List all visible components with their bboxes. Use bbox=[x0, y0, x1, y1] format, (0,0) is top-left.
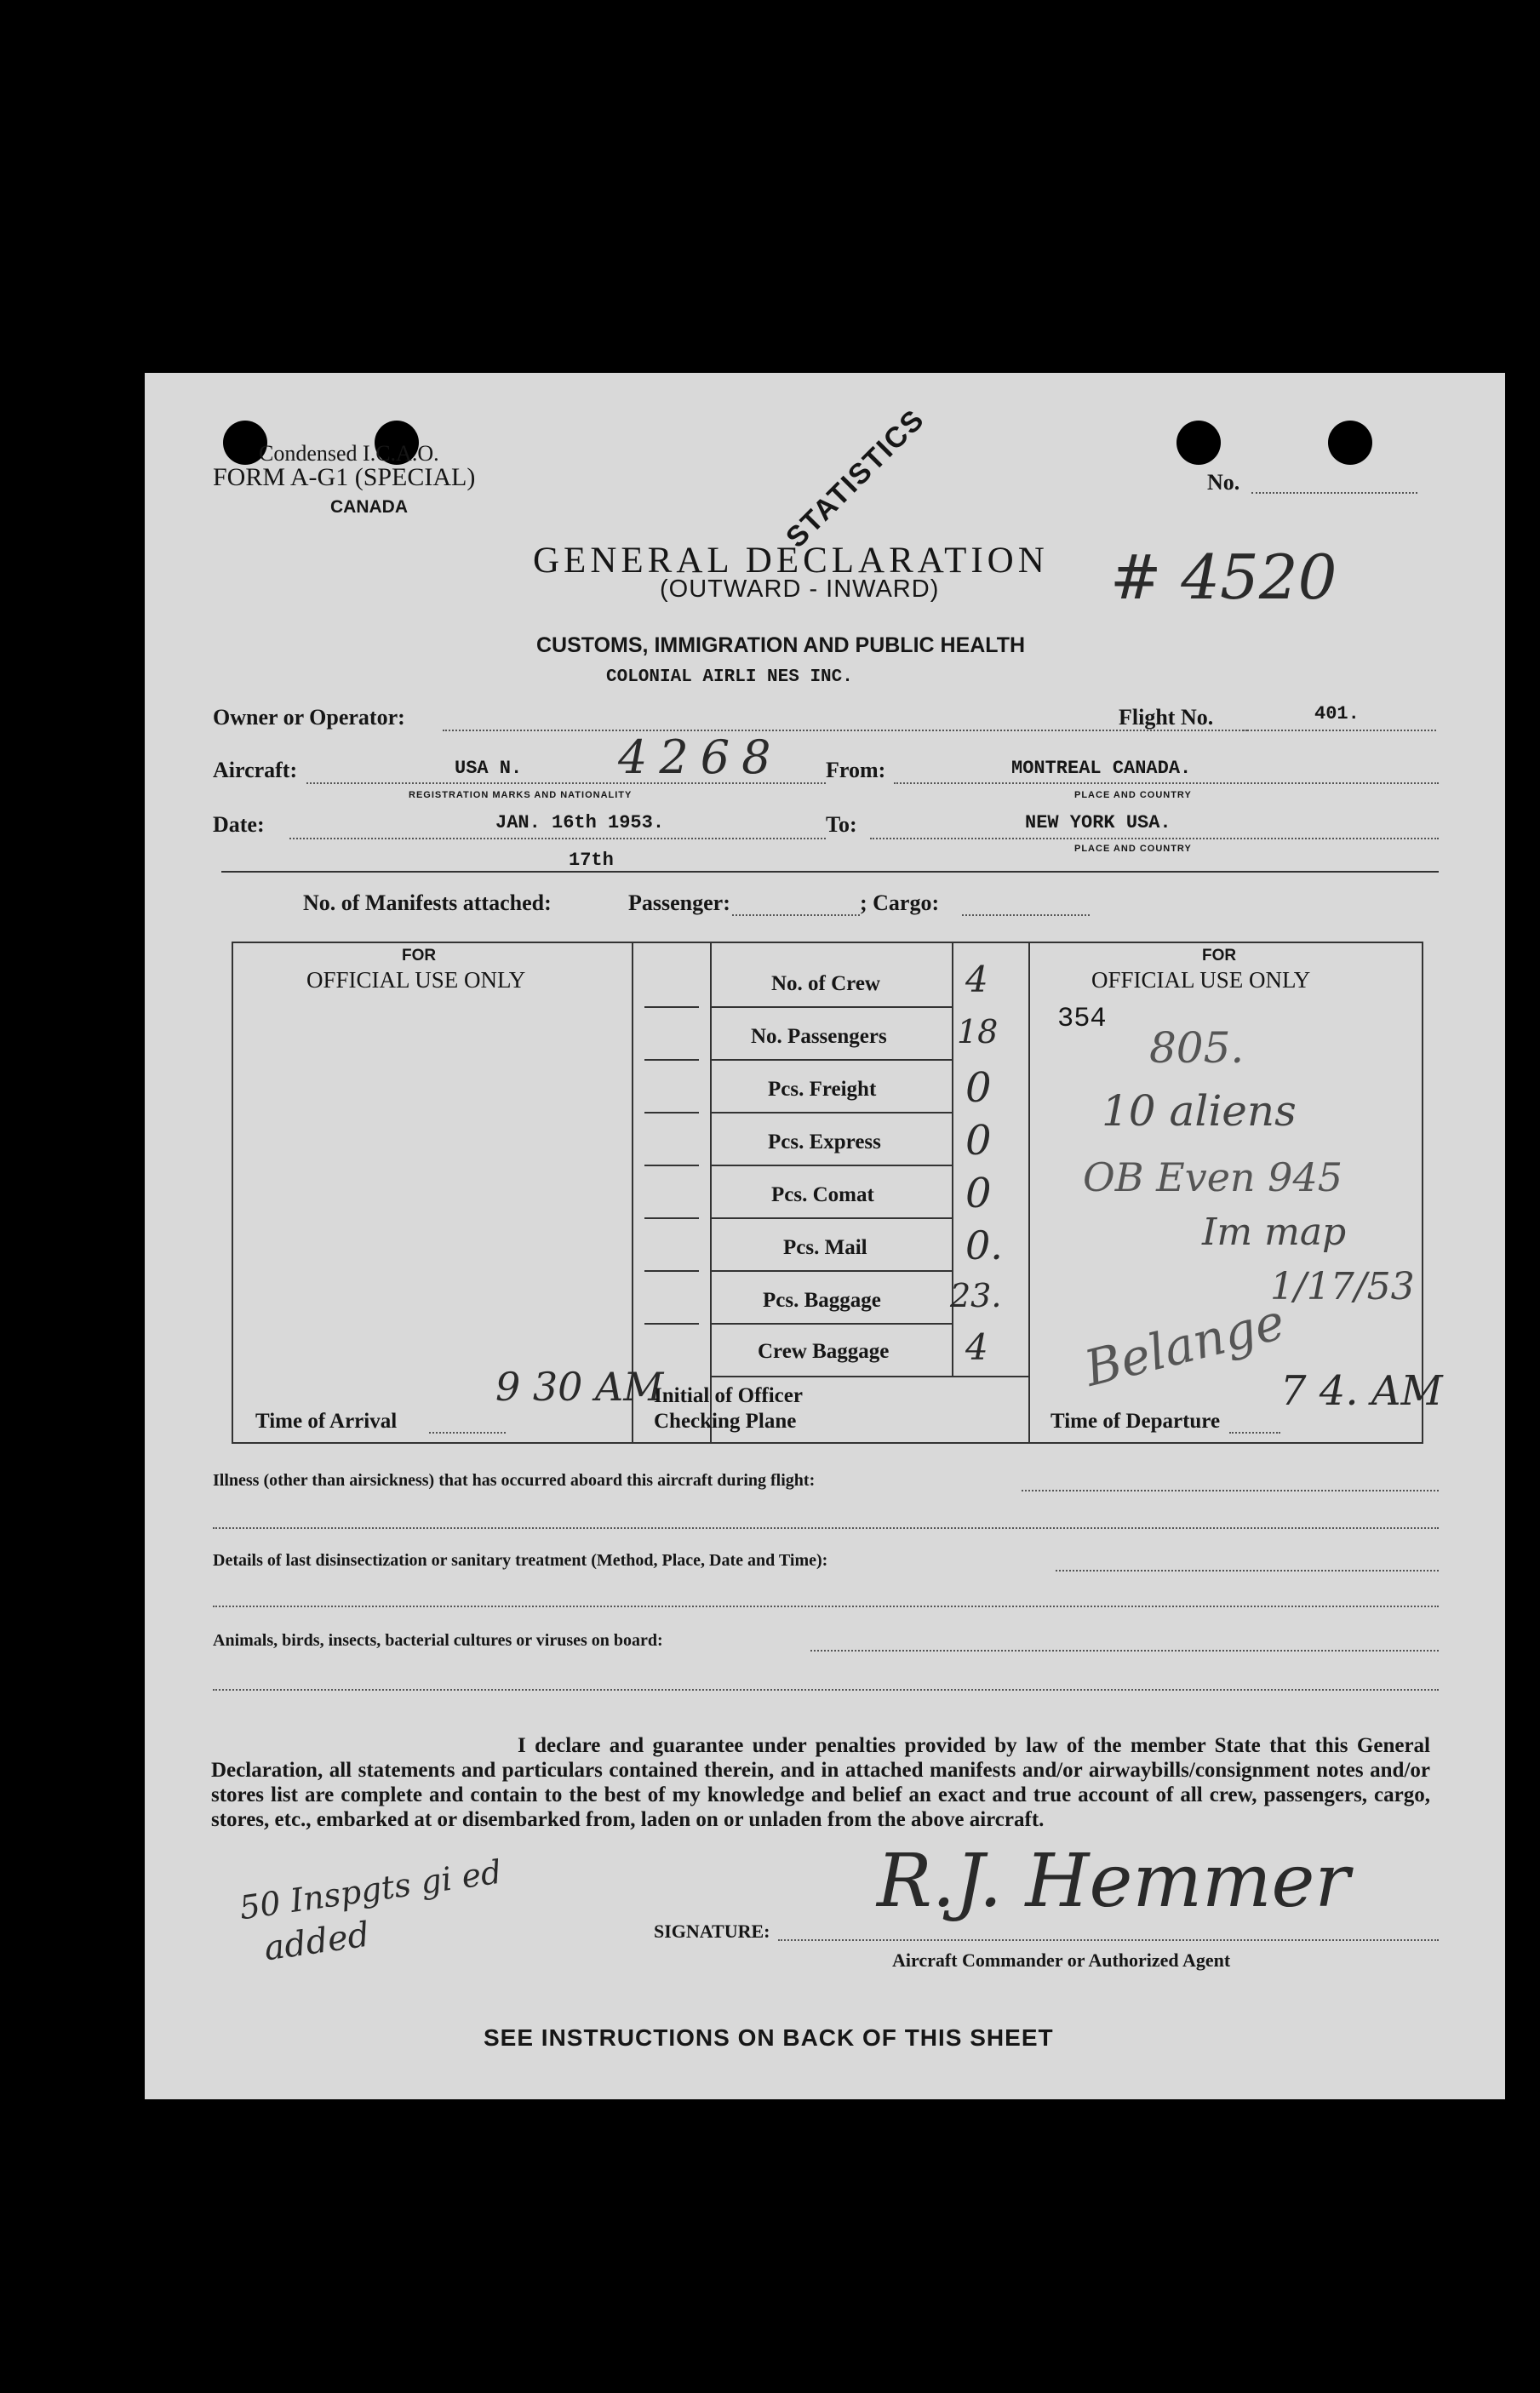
aircraft-caption: REGISTRATION MARKS AND NATIONALITY bbox=[409, 790, 633, 800]
date-value: JAN. 16th 1953. bbox=[495, 812, 665, 833]
to-line bbox=[870, 838, 1439, 839]
flight-value: 401. bbox=[1314, 703, 1360, 724]
owner-label: Owner or Operator: bbox=[213, 705, 405, 730]
no-label: No. bbox=[1207, 470, 1240, 495]
time-departure-label: Time of Departure bbox=[1051, 1410, 1221, 1433]
official-typed-number: 354 bbox=[1057, 1003, 1107, 1034]
signature-label: SIGNATURE: bbox=[654, 1921, 770, 1942]
row-label: No. of Crew bbox=[771, 972, 880, 995]
illness-label: Illness (other than airsickness) that has occurred aboard this aircraft during flight: bbox=[213, 1471, 816, 1490]
row-label: Pcs. Freight bbox=[768, 1078, 877, 1101]
table-row bbox=[710, 1062, 1028, 1115]
to-label: To: bbox=[826, 812, 857, 837]
disinsect-line-2 bbox=[213, 1606, 1439, 1607]
animals-line-2 bbox=[213, 1689, 1439, 1691]
official-signature: Belange bbox=[1079, 1292, 1291, 1398]
disinsect-line bbox=[1056, 1570, 1439, 1571]
row-value: 0 bbox=[965, 1170, 992, 1217]
row-value: 0 bbox=[965, 1117, 992, 1165]
passenger-line bbox=[732, 914, 860, 916]
from-caption: PLACE AND COUNTRY bbox=[1074, 790, 1192, 800]
table-row bbox=[710, 957, 1028, 1010]
form-line-1: Condensed I.C.A.O. bbox=[259, 441, 439, 466]
table-row bbox=[710, 1326, 1028, 1376]
row-value: 23. bbox=[950, 1277, 1002, 1314]
date-label: Date: bbox=[213, 812, 265, 837]
checking-plane-label: Checking Plane bbox=[654, 1410, 797, 1433]
row-label: No. Passengers bbox=[751, 1025, 887, 1048]
signature-line bbox=[778, 1939, 1439, 1941]
declaration-form bbox=[145, 373, 1505, 2099]
manifests-label: No. of Manifests attached: bbox=[303, 890, 552, 915]
side-note-2: added bbox=[261, 1915, 372, 1969]
table-row bbox=[710, 1221, 1028, 1274]
row-value: 4 bbox=[965, 959, 988, 1000]
row-value: 0. bbox=[965, 1222, 1003, 1268]
form-subtitle: (OUTWARD - INWARD) bbox=[660, 575, 940, 603]
official-note-4: Im map bbox=[1202, 1211, 1347, 1254]
passenger-label: Passenger: bbox=[628, 890, 730, 915]
illness-line-2 bbox=[213, 1527, 1439, 1529]
to-caption: PLACE AND COUNTRY bbox=[1074, 844, 1192, 854]
commander-signature: R.J. Hemmer bbox=[877, 1839, 1350, 1924]
statistics-stamp: STATISTICS bbox=[780, 403, 931, 554]
left-for-label: FOR bbox=[402, 947, 437, 965]
row-value: 0 bbox=[965, 1064, 992, 1112]
aircraft-handwritten: 4268 bbox=[618, 730, 783, 784]
to-value: NEW YORK USA. bbox=[1025, 812, 1171, 833]
official-use-table bbox=[232, 942, 1443, 1442]
animals-line bbox=[810, 1650, 1439, 1652]
signature-caption: Aircraft Commander or Authorized Agent bbox=[892, 1949, 1231, 1971]
right-for-label: FOR bbox=[1202, 947, 1237, 965]
table-row bbox=[710, 1274, 1028, 1326]
time-arrival-value: 9 30 AM bbox=[495, 1364, 664, 1410]
handwritten-form-number: # 4520 bbox=[1110, 541, 1337, 613]
date-line bbox=[289, 838, 826, 839]
punch-hole bbox=[1176, 421, 1221, 465]
illness-line bbox=[1022, 1490, 1439, 1491]
table-row bbox=[710, 1168, 1028, 1221]
animals-label: Animals, birds, insects, bacterial cultures or viruses on board: bbox=[213, 1631, 663, 1650]
row-label: Pcs. Baggage bbox=[763, 1289, 881, 1312]
cargo-line bbox=[962, 914, 1090, 916]
official-note-5: 1/17/53 bbox=[1270, 1265, 1415, 1308]
aircraft-label: Aircraft: bbox=[213, 758, 298, 782]
initial-officer-label: Initial of Officer bbox=[654, 1384, 803, 1407]
customs-line: CUSTOMS, IMMIGRATION AND PUBLIC HEALTH bbox=[536, 633, 1026, 657]
form-line-2: FORM A-G1 (SPECIAL) bbox=[213, 463, 476, 491]
punch-hole bbox=[1328, 421, 1372, 465]
aircraft-typed: USA N. bbox=[455, 758, 523, 779]
declaration-text: I declare and guarantee under penalties provided by law of the member State that this General Declaration, all statements and particulars contained therein, and in attached manifests and/or airwaybills/consignment notes and/or stores list are complete and contain to the best of my knowledge and belief an exact and true account of all crew, passengers, cargo, stores, etc., embarked at or disembarked from, laden on or unladen from the above aircraft. bbox=[211, 1734, 1430, 1831]
footer-instructions: SEE INSTRUCTIONS ON BACK OF THIS SHEET bbox=[484, 2024, 1054, 2051]
date-correction: 17th bbox=[569, 850, 614, 871]
from-line bbox=[894, 782, 1439, 784]
official-note-1: 805. bbox=[1149, 1023, 1245, 1073]
side-note-1: 50 Inspgts gi ed bbox=[237, 1852, 504, 1927]
row-label: Pcs. Express bbox=[768, 1131, 881, 1154]
from-value: MONTREAL CANADA. bbox=[1011, 758, 1192, 779]
table-row bbox=[710, 1010, 1028, 1062]
flight-line bbox=[1243, 730, 1436, 731]
row-label: Pcs. Comat bbox=[771, 1183, 874, 1206]
from-label: From: bbox=[826, 758, 886, 782]
no-line bbox=[1251, 492, 1417, 494]
left-official-label: OFFICIAL USE ONLY bbox=[306, 967, 526, 993]
header-rule bbox=[221, 871, 1439, 873]
row-value: 4 bbox=[965, 1326, 988, 1368]
flight-label: Flight No. bbox=[1119, 705, 1214, 730]
row-label: Pcs. Mail bbox=[783, 1236, 867, 1259]
form-title: GENERAL DECLARATION bbox=[533, 541, 1049, 581]
right-official-label: OFFICIAL USE ONLY bbox=[1091, 967, 1311, 993]
disinsect-label: Details of last disinsectization or sanitary treatment (Method, Place, Date and Time): bbox=[213, 1551, 828, 1570]
table-row bbox=[710, 1115, 1028, 1168]
official-note-2: 10 aliens bbox=[1102, 1086, 1297, 1136]
row-label: Crew Baggage bbox=[758, 1340, 890, 1363]
time-departure-value: 7 4. AM bbox=[1280, 1367, 1443, 1415]
form-line-3: CANADA bbox=[330, 497, 408, 517]
cargo-label: ; Cargo: bbox=[860, 890, 940, 915]
operator-typed: COLONIAL AIRLI NES INC. bbox=[606, 667, 853, 687]
time-arrival-label: Time of Arrival bbox=[255, 1410, 398, 1433]
official-note-3: OB Even 945 bbox=[1083, 1154, 1342, 1200]
row-value: 18 bbox=[957, 1013, 999, 1051]
